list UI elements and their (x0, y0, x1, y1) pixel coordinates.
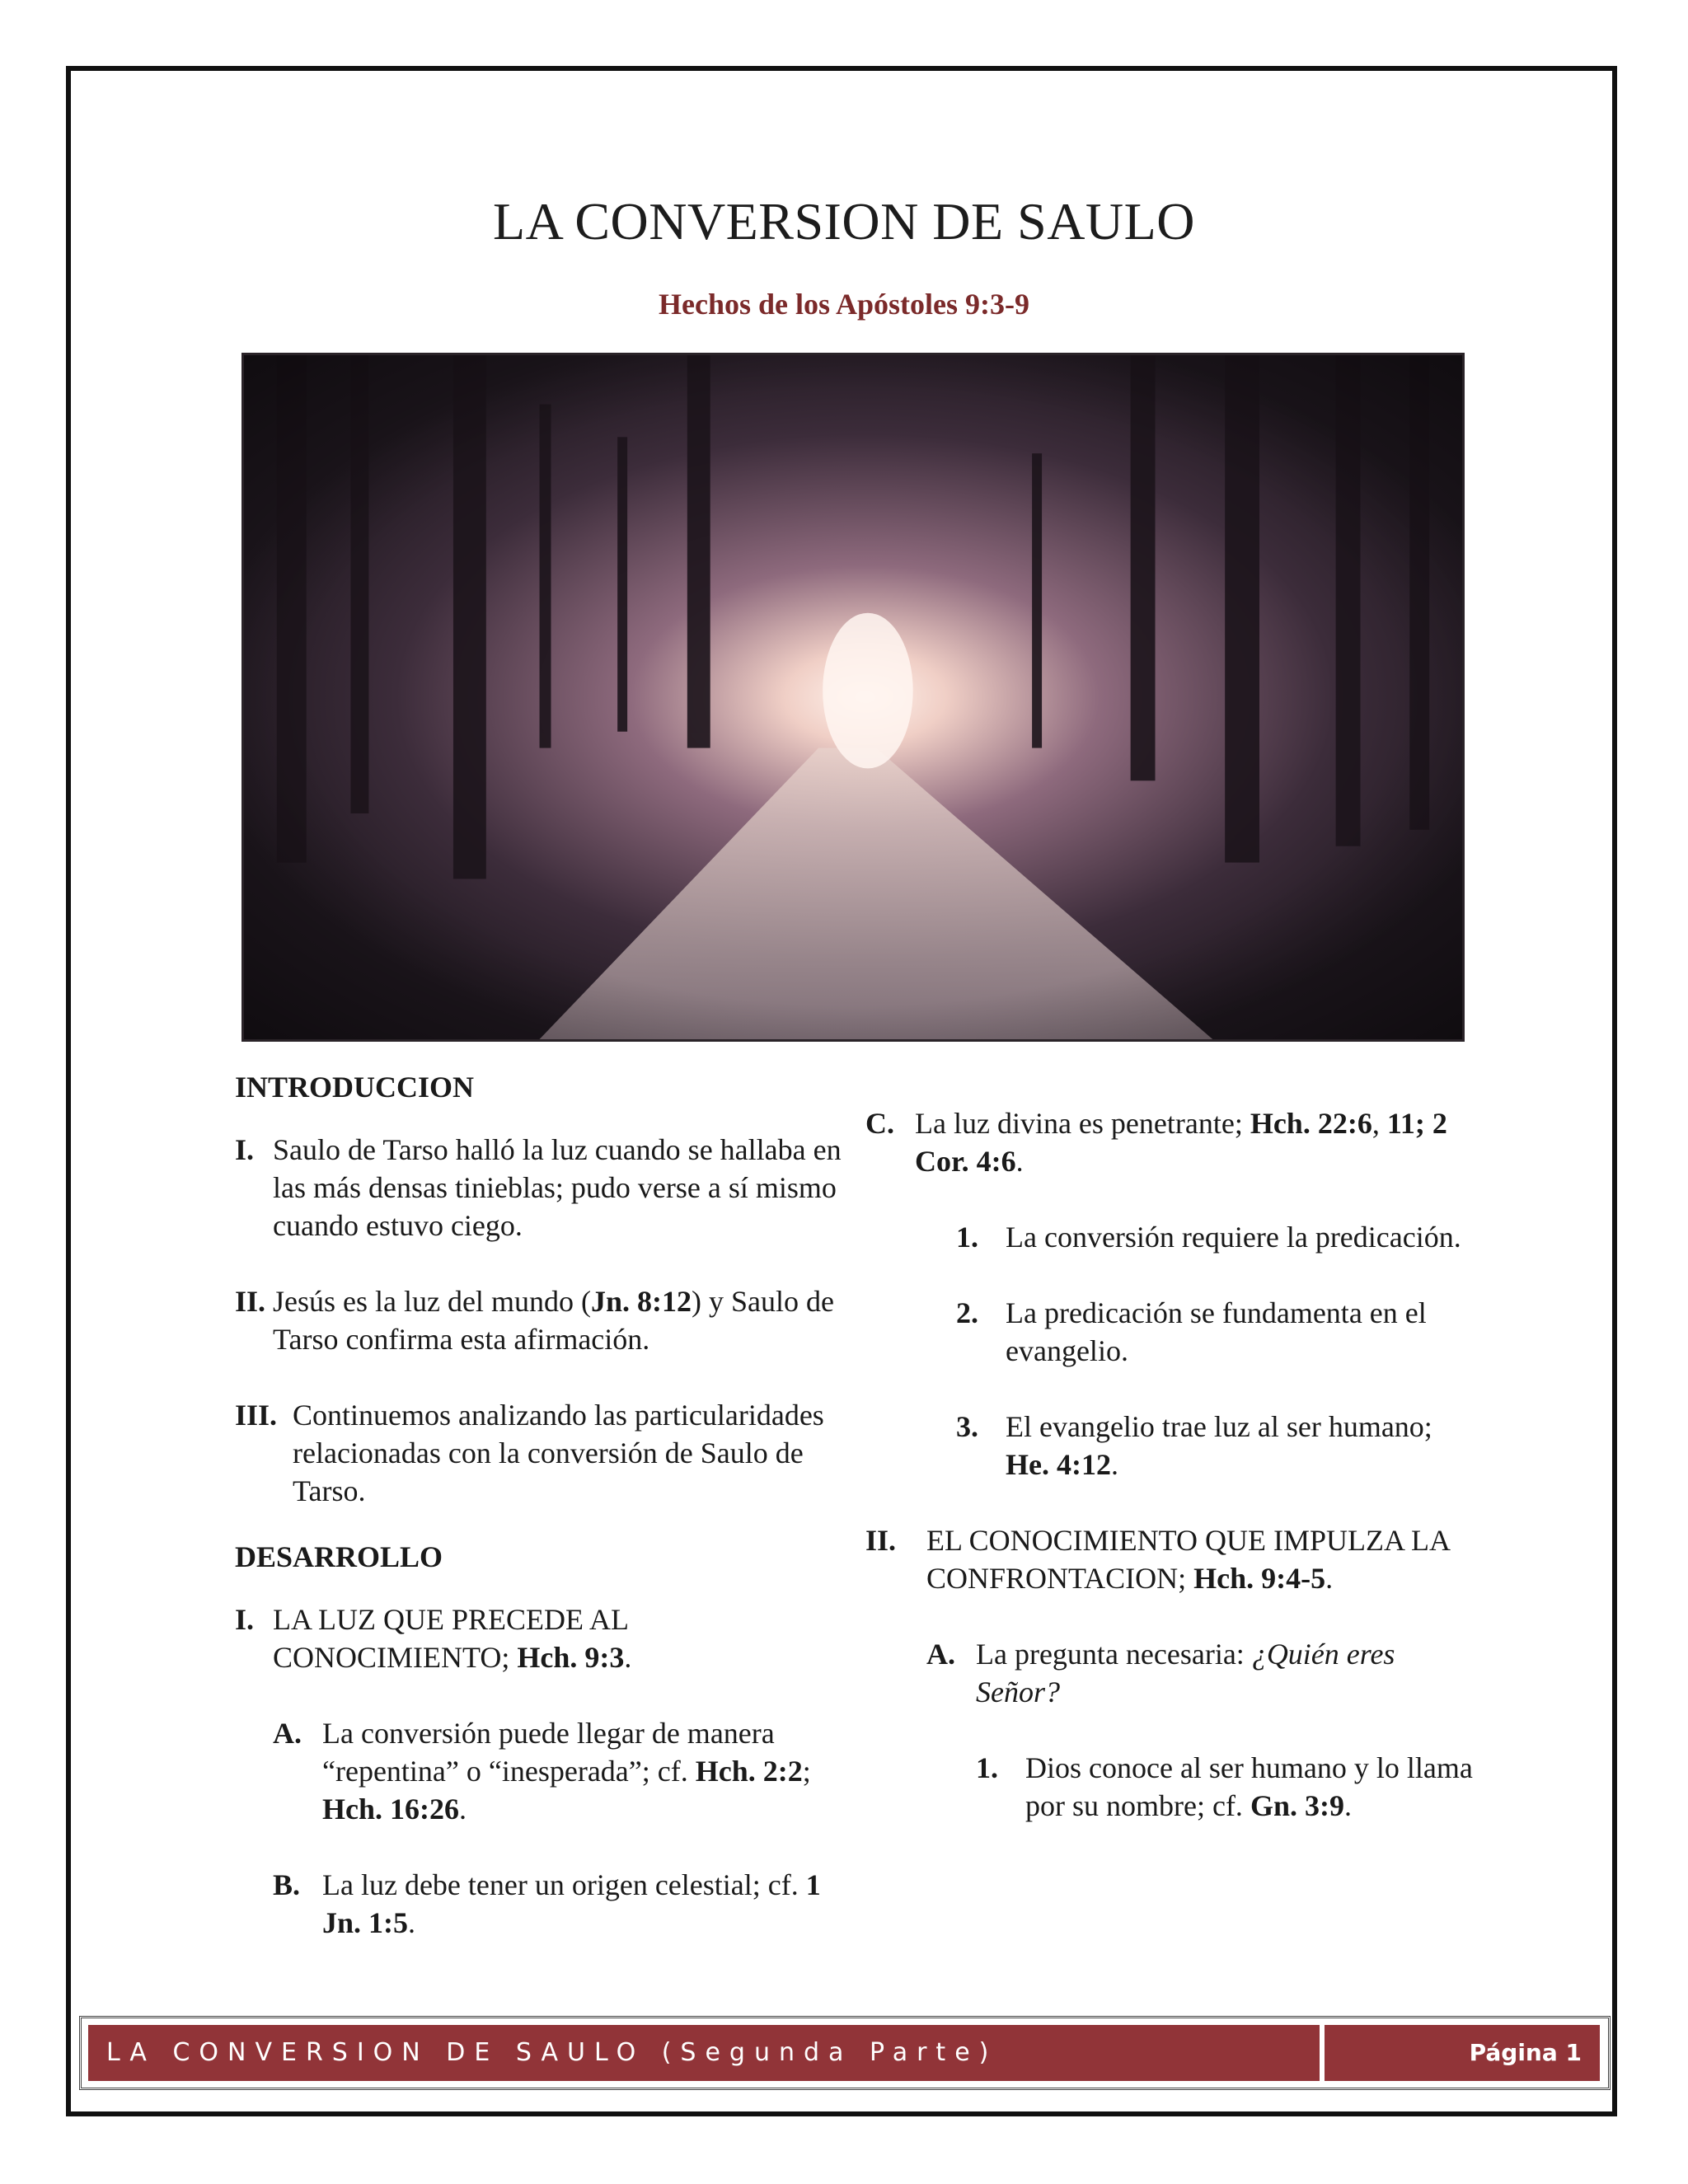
point-1-sub-b-end: . (408, 1906, 416, 1939)
point-1-sub-a-text: La conversión puede llegar de manera “repentina” o “inesperada”; cf. (322, 1717, 775, 1788)
point-1-c-item-1-number: 1. (956, 1221, 978, 1254)
intro-item-2-number: II. (235, 1285, 266, 1318)
intro-item-2 (235, 1282, 845, 1358)
point-1-c-item-1 (865, 1218, 1475, 1256)
page-number: Página 1 (1325, 2025, 1600, 2081)
point-1-c-item-1-text: La conversión requiere la predicación. (1006, 1221, 1461, 1254)
point-1-c-item-3-ref: He. 4:12 (1006, 1448, 1111, 1481)
desarrollo-point-2-ref: Hch. 9:4-5 (1193, 1562, 1326, 1595)
desarrollo-point-1-text: LA LUZ QUE PRECEDE AL CONOCIMIENTO; (273, 1603, 628, 1674)
point-2-a-item-1-number: 1. (976, 1751, 998, 1784)
point-1-sub-c (865, 1104, 1475, 1180)
point-2-a-item-1 (865, 1749, 1475, 1825)
point-1-sub-c-ref-1: Hch. 22:6 (1250, 1107, 1372, 1140)
intro-item-1-number: I. (235, 1133, 255, 1166)
right-column (865, 1104, 1475, 1825)
point-2-sub-a-text: La pregunta necesaria: (976, 1638, 1252, 1671)
desarrollo-point-1 (235, 1601, 845, 1676)
point-2-sub-a-letter: A. (926, 1638, 955, 1671)
intro-item-1 (235, 1131, 845, 1244)
point-2-sub-a-question: ¿Quién eres Señor? (976, 1638, 1395, 1708)
point-2-a-item-1-text: Dios conoce al ser humano y lo llama por su nombre; cf. (1025, 1751, 1473, 1822)
point-1-sub-c-text: La luz divina es penetrante; (915, 1107, 1250, 1140)
left-column (235, 1068, 845, 1942)
intro-item-3-text: Continuemos analizando las particularidades relacionadas con la conversión de Saulo de Tarso. (293, 1399, 824, 1507)
intro-item-2-text: Jesús es la luz del mundo ( (273, 1285, 591, 1318)
point-1-sub-a-end: . (459, 1793, 467, 1825)
point-1-c-item-3-number: 3. (956, 1410, 978, 1443)
intro-heading: INTRODUCCION (235, 1071, 475, 1104)
footer-title: LA CONVERSION DE SAULO (Segunda Parte) (88, 2025, 1320, 2081)
desarrollo-heading: DESARROLLO (235, 1540, 443, 1573)
point-1-sub-b-text: La luz debe tener un origen celestial; cf. (322, 1868, 806, 1901)
intro-item-3-number: III. (235, 1399, 278, 1432)
point-2-a-item-1-end: . (1343, 1789, 1352, 1822)
desarrollo-point-1-number: I. (235, 1603, 255, 1636)
point-1-c-item-3-end: . (1110, 1448, 1118, 1481)
point-1-sub-a-sep: ; (802, 1755, 811, 1788)
point-1-sub-c-ref-2: 11; 2 Cor. 4:6 (915, 1107, 1447, 1178)
intro-item-2-ref: Jn. 8:12 (590, 1285, 692, 1318)
point-1-sub-b-ref: 1 Jn. 1:5 (322, 1868, 821, 1939)
point-1-c-item-2-text: La predicación se fundamenta en el evangelio. (1006, 1296, 1427, 1367)
forest-path-photo (241, 353, 1465, 1042)
intro-item-3 (235, 1396, 845, 1510)
desarrollo-point-2 (865, 1521, 1475, 1597)
point-2-a-item-1-ref: Gn. 3:9 (1250, 1789, 1344, 1822)
desarrollo-point-1-end: . (624, 1641, 632, 1674)
point-2-sub-a (865, 1635, 1475, 1711)
document-subtitle: Hechos de los Apóstoles 9:3-9 (659, 288, 1029, 321)
point-1-c-item-3 (865, 1408, 1475, 1483)
desarrollo-point-2-end: . (1325, 1562, 1334, 1595)
point-1-sub-c-sep: , (1372, 1107, 1387, 1140)
desarrollo-point-2-text: EL CONOCIMIENTO QUE IMPULZA LA CONFRONTACION; (926, 1524, 1449, 1595)
point-1-c-item-2 (865, 1294, 1475, 1370)
desarrollo-point-1-ref: Hch. 9:3 (517, 1641, 625, 1674)
page-footer (79, 2016, 1611, 2090)
point-1-c-item-2-number: 2. (956, 1296, 978, 1329)
document-title: LA CONVERSION DE SAULO (493, 192, 1195, 251)
point-1-sub-a-ref-2: Hch. 16:26 (322, 1793, 459, 1825)
desarrollo-point-2-number: II. (865, 1524, 897, 1557)
point-1-sub-b (235, 1866, 845, 1942)
point-1-sub-a (235, 1714, 845, 1828)
intro-item-2-text-end: ) y Saulo de Tarso confirma esta afirmación. (273, 1285, 834, 1356)
point-1-c-item-3-text: El evangelio trae luz al ser humano; (1006, 1410, 1432, 1443)
intro-item-1-text: Saulo de Tarso halló la luz cuando se hallaba en las más densas tinieblas; pudo verse a sí mismo cuando estuvo ciego. (273, 1133, 842, 1242)
point-1-sub-a-letter: A. (273, 1717, 302, 1750)
point-1-sub-c-end: . (1015, 1145, 1024, 1178)
point-1-sub-b-letter: B. (273, 1868, 301, 1901)
point-1-sub-c-letter: C. (865, 1107, 894, 1140)
point-1-sub-a-ref-1: Hch. 2:2 (695, 1755, 803, 1788)
